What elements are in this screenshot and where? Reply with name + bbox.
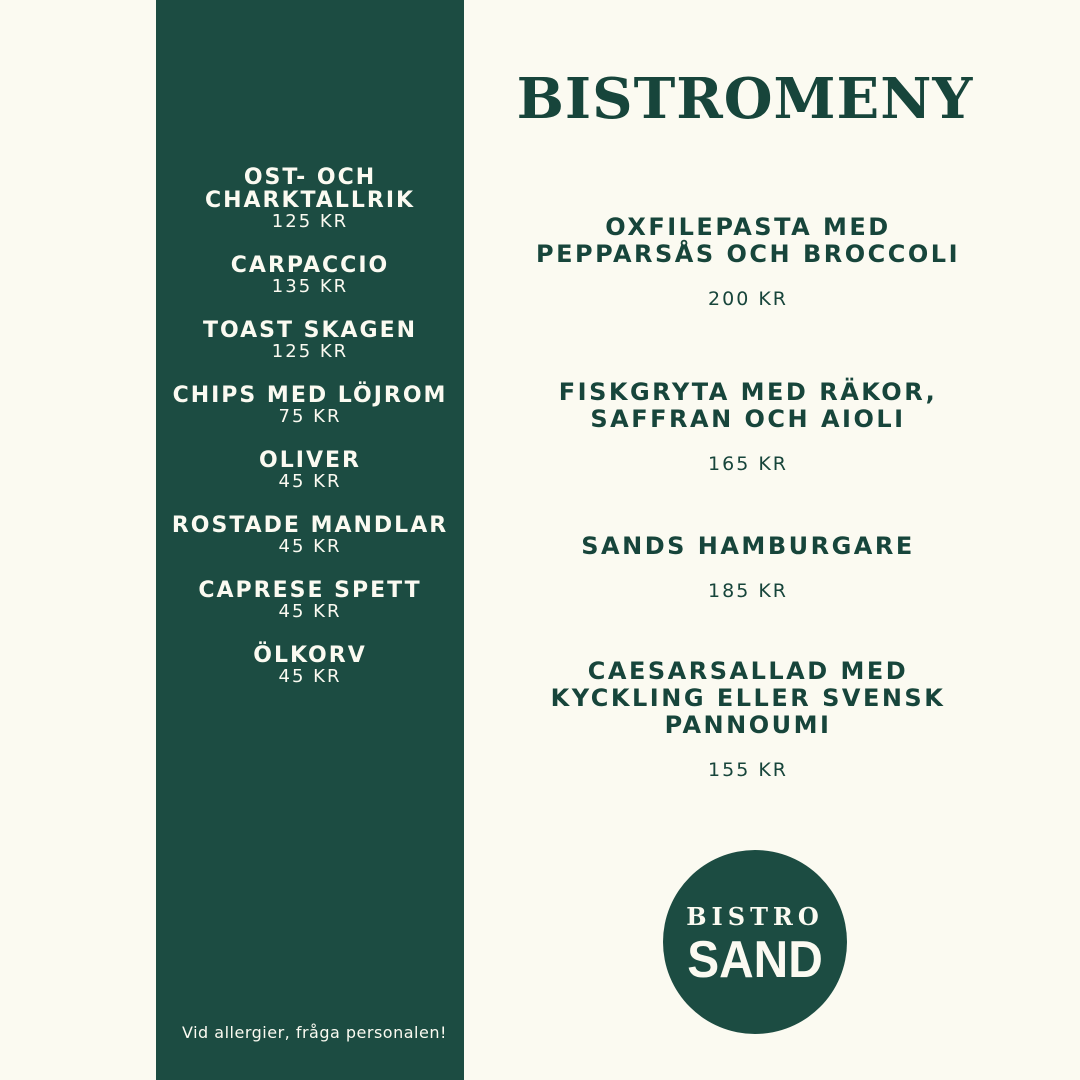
item-name: CARPACCIO (230, 253, 390, 278)
item-price: 75 KR (278, 406, 342, 427)
menu-item (156, 514, 464, 557)
menu-item (156, 384, 464, 427)
main-dish (500, 214, 996, 310)
small-plates-list (156, 166, 464, 709)
item-price: 45 KR (278, 666, 342, 687)
dish-price: 185 KR (708, 580, 788, 602)
menu-item (156, 166, 464, 232)
side-panel (156, 0, 464, 1080)
dish-name: FISKGRYTA MED RÄKOR, SAFFRAN OCH AIOLI (558, 378, 938, 433)
item-name: OLIVER (259, 448, 361, 473)
item-name: OST- OCH CHARKTALLRIK (204, 165, 416, 213)
main-dish (500, 379, 996, 475)
logo-line-2: SAND (687, 931, 823, 989)
item-price: 45 KR (278, 536, 342, 557)
allergy-note: Vid allergier, fråga personalen! (182, 1023, 447, 1042)
item-name: CAPRESE SPETT (198, 578, 422, 603)
menu-item (156, 644, 464, 687)
dish-price: 200 KR (708, 288, 788, 310)
dish-price: 165 KR (708, 453, 788, 475)
item-name: CHIPS MED LÖJROM (172, 383, 448, 408)
item-price: 125 KR (271, 341, 349, 362)
dish-name: SANDS HAMBURGARE (581, 532, 915, 560)
menu-title: BISTROMENY (516, 66, 974, 132)
dish-name: CAESARSALLAD MED KYCKLING ELLER SVENSK PANNOUMI (550, 657, 946, 739)
bistro-sand-logo (663, 850, 847, 1034)
item-price: 135 KR (271, 276, 349, 297)
main-dish (500, 658, 996, 781)
item-price: 125 KR (271, 211, 349, 232)
item-name: TOAST SKAGEN (202, 318, 418, 343)
item-name: ÖLKORV (253, 643, 367, 668)
item-name: ROSTADE MANDLAR (171, 513, 449, 538)
menu-item (156, 579, 464, 622)
menu-item (156, 254, 464, 297)
menu-item (156, 319, 464, 362)
item-price: 45 KR (278, 471, 342, 492)
main-dish (500, 533, 996, 602)
menu-item (156, 449, 464, 492)
dish-price: 155 KR (708, 759, 788, 781)
logo-line-1: BISTRO (686, 902, 824, 931)
dish-name: OXFILEPASTA MED PEPPARSÅS OCH BROCCOLI (536, 213, 960, 268)
item-price: 45 KR (278, 601, 342, 622)
